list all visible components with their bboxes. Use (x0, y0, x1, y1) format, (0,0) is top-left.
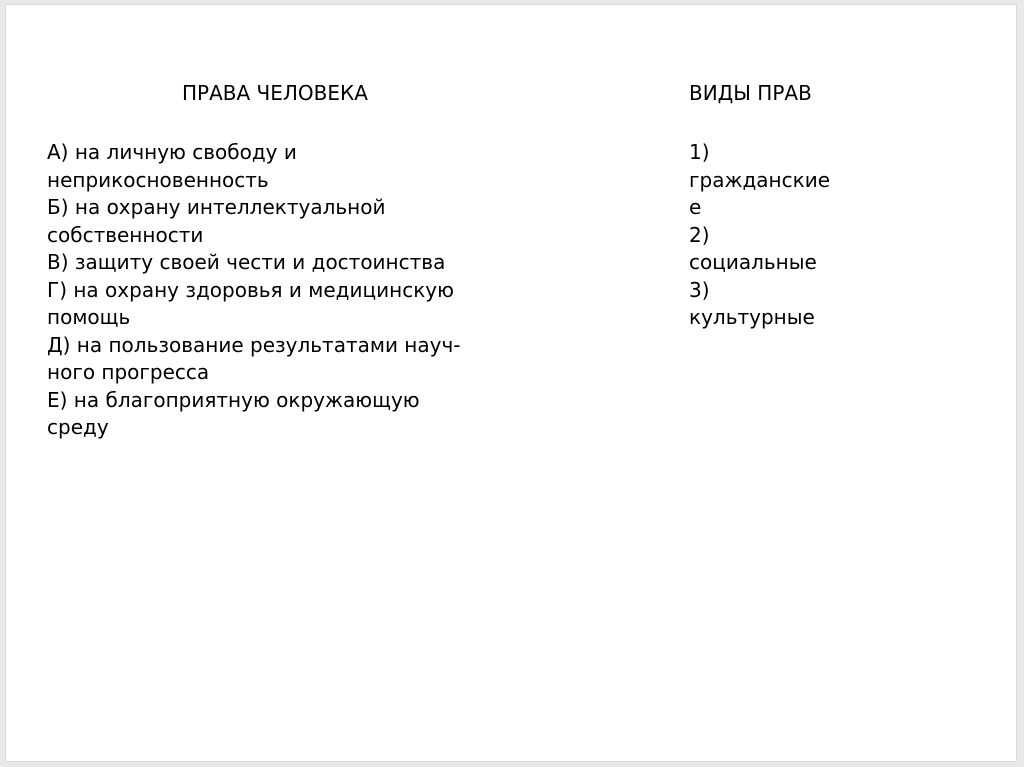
rights-line: Б) на охрану интеллектуальной (47, 195, 386, 219)
types-line: 2) (689, 222, 710, 247)
rights-list (47, 139, 527, 442)
types-list (689, 139, 839, 332)
types-header: ВИДЫ ПРАВ (689, 81, 812, 105)
types-line: гражданские (689, 167, 831, 192)
types-line: культурные (689, 305, 815, 329)
rights-line: собственности (47, 222, 204, 247)
rights-line: В) защиту своей чести и достоинства (47, 250, 446, 274)
rights-line: Г) на охрану здоровья и медицинскую (47, 277, 454, 302)
rights-line: А) на личную свободу и (47, 140, 297, 164)
slide (5, 4, 1017, 762)
rights-line: неприкосновенность (47, 167, 269, 192)
rights-line: Д) на пользование результатами науч- (47, 332, 461, 357)
types-line: социальные (689, 250, 817, 274)
rights-line: Е) на благоприятную окружающую (47, 387, 420, 412)
rights-line: помощь (47, 305, 131, 329)
types-line: 3) (689, 277, 710, 302)
rights-header: ПРАВА ЧЕЛОВЕКА (182, 81, 368, 105)
types-line: 1) (689, 140, 710, 164)
rights-line: ного прогресса (47, 360, 210, 384)
rights-line: среду (47, 415, 109, 439)
types-line: е (689, 195, 702, 219)
